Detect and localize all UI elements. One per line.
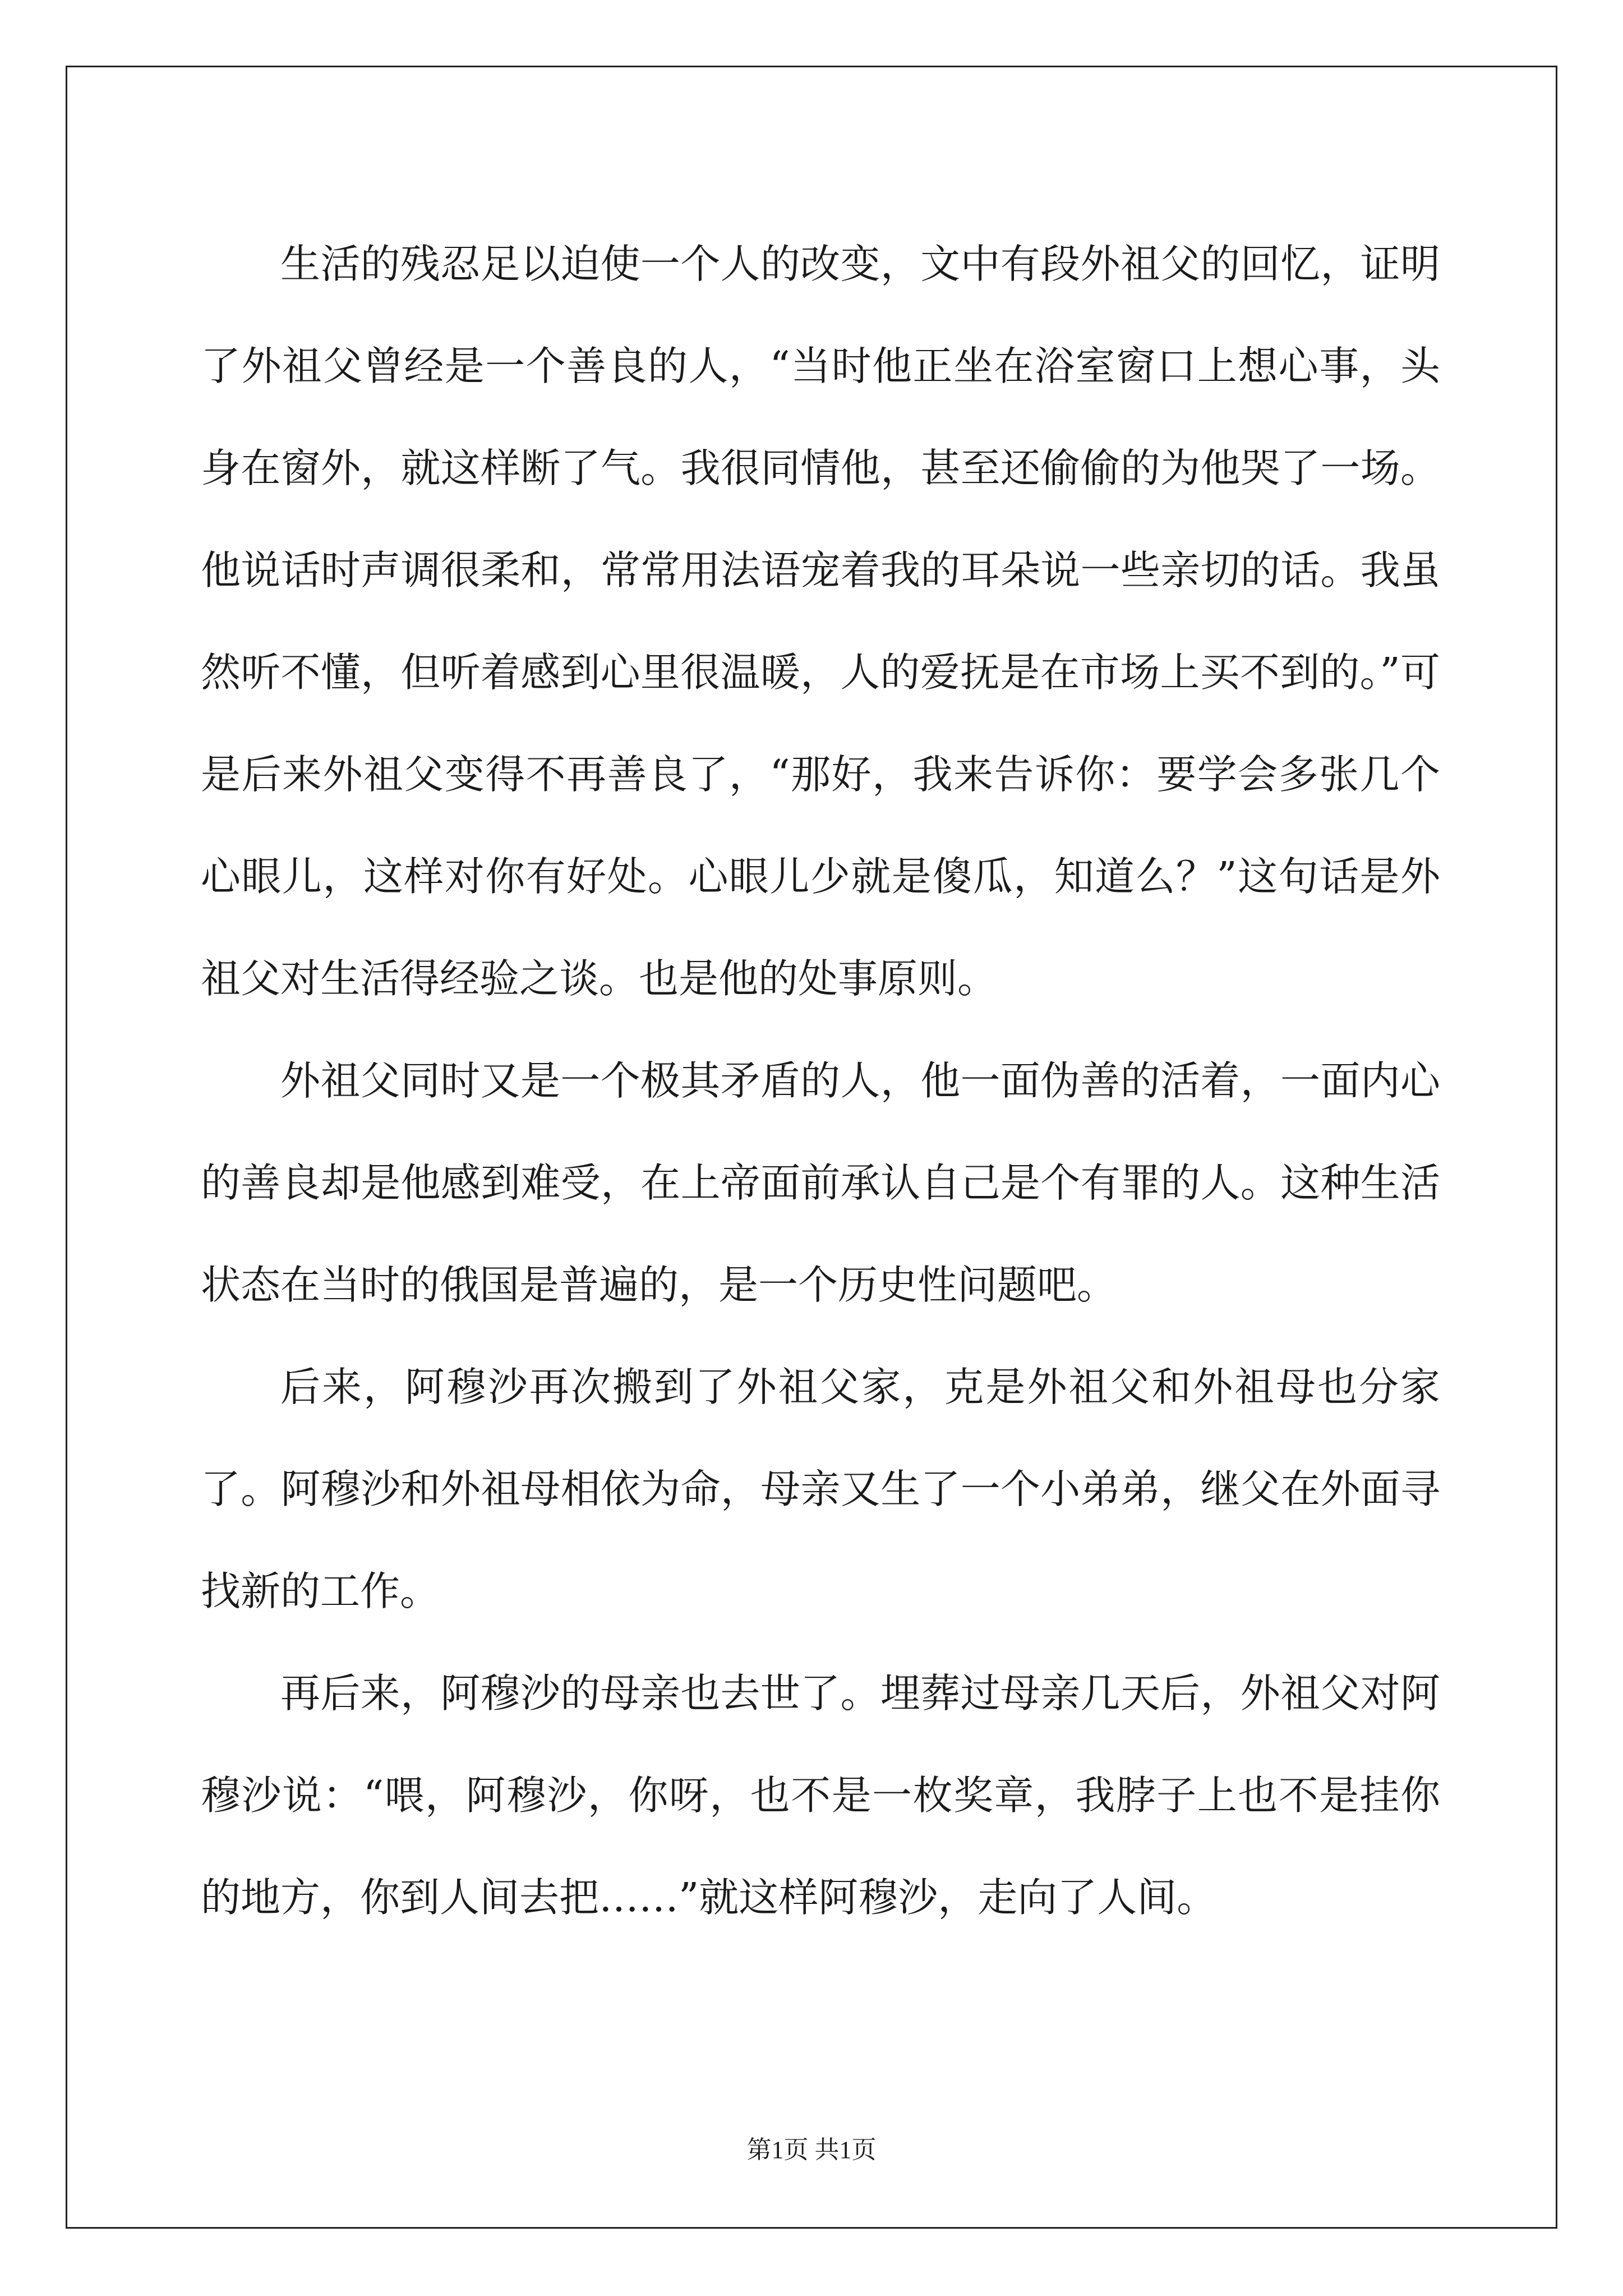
paragraph: 后来，阿穆沙再次搬到了外祖父家，克是外祖父和外祖母也分家了。阿穆沙和外祖母相依为命，母亲又生了一个小弟弟，继父在外面寻找新的工作。 xyxy=(201,1364,1440,1614)
paragraph: 生活的残忍足以迫使一个人的改变，文中有段外祖父的回忆，证明了外祖父曾经是一个善良的人，“当时他正坐在浴室窗口上想心事，头身在窗外，就这样断了气。我很同情他，甚至还偷偷的为他哭了一场。他说话时声调很柔和，常常用法语宠着我的耳朵说一些亲切的话。我虽然听不懂，但听着感到心里很温暖，人的爱抚是在市场上买不到的。”可是后来外祖父变得不再善良了，“那好，我来告诉你：要学会多张几个心眼儿，这样对你有好处。心眼儿少就是傻瓜，知道么？”这句话是外祖父对生活得经验之谈。也是他的处事原则。 xyxy=(201,241,1440,1002)
document-body xyxy=(201,213,1440,1949)
page-number-footer: 第1页 共1页 xyxy=(746,2136,877,2164)
paragraph: 再后来，阿穆沙的母亲也去世了。埋葬过母亲几天后，外祖父对阿穆沙说：“喂，阿穆沙，你呀，也不是一枚奖章，我脖子上也不是挂你的地方，你到人间去把……”就这样阿穆沙，走向了人间。 xyxy=(201,1670,1440,1921)
paragraph: 外祖父同时又是一个极其矛盾的人，他一面伪善的活着，一面内心的善良却是他感到难受，在上帝面前承认自己是个有罪的人。这种生活状态在当时的俄国是普遍的，是一个历史性问题吧。 xyxy=(201,1057,1440,1308)
